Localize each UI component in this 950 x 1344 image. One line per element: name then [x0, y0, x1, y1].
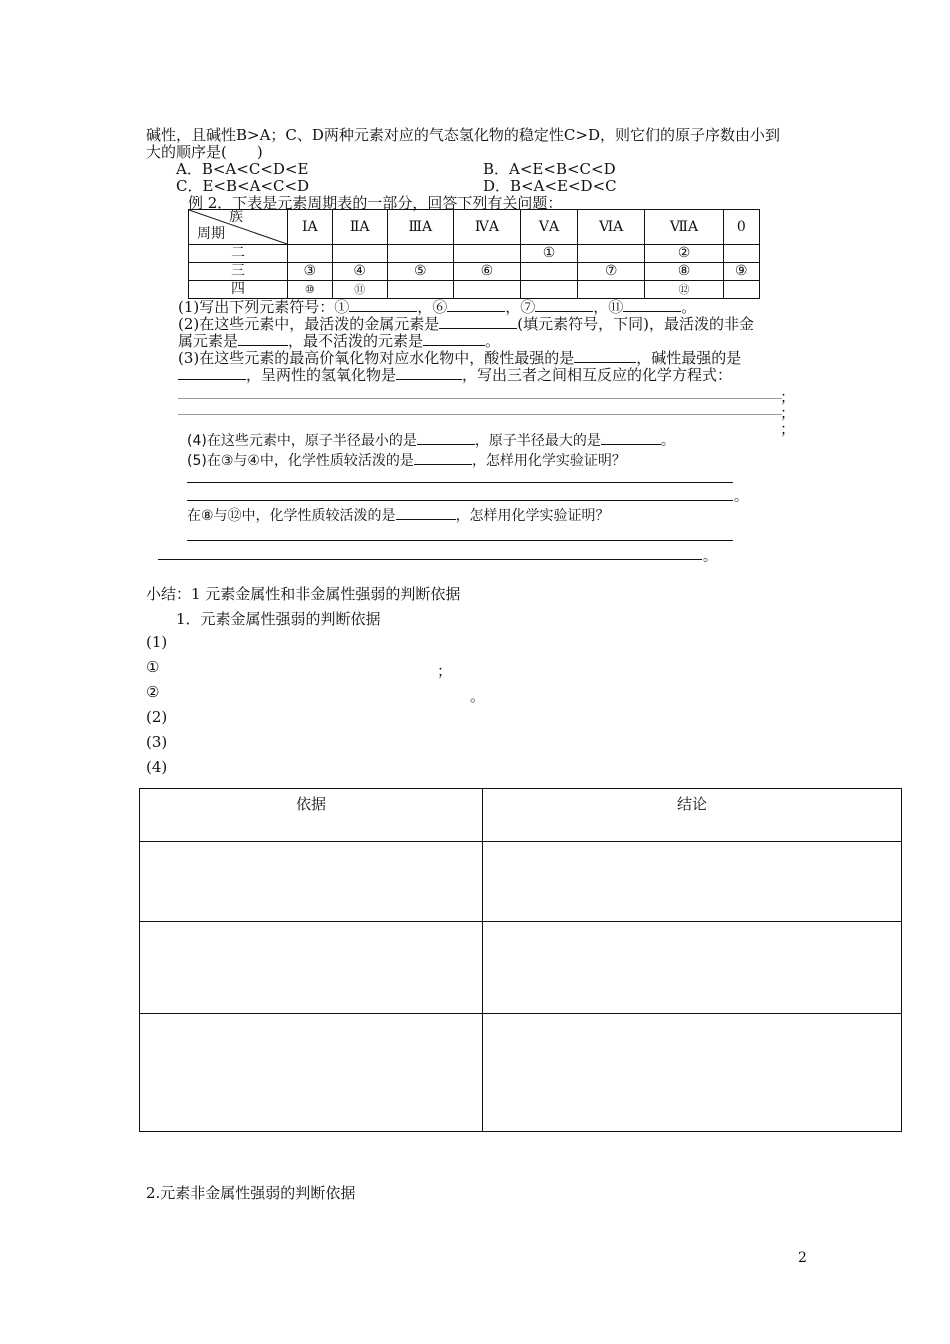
table-row	[140, 1014, 902, 1132]
semicolon: ；	[780, 404, 796, 422]
item-2: (2)	[146, 708, 168, 726]
period-mark: 。	[734, 489, 748, 505]
answer-blank[interactable]	[178, 378, 246, 380]
element-cell: ⑤	[387, 263, 453, 281]
element-cell	[288, 245, 333, 263]
example2-title: 例 2．下表是元素周期表的一部分，回答下列有关问题：	[188, 194, 563, 212]
item-1-b: ②	[146, 683, 160, 701]
semicolon: ；	[780, 420, 796, 438]
item-4: (4)	[146, 758, 168, 776]
q1-option-c: C．E<B<A<C<D	[176, 177, 310, 195]
group-header: ⅦA	[645, 210, 723, 245]
element-cell: ③	[288, 263, 333, 281]
group-header: ⅡA	[332, 210, 387, 245]
item-1: (1)	[146, 633, 168, 651]
element-cell: ⑩	[288, 281, 333, 299]
table-row	[189, 245, 760, 263]
answer-line[interactable]	[187, 500, 733, 501]
element-cell: ①	[521, 245, 578, 263]
answer-blank[interactable]	[238, 344, 288, 346]
table-row	[189, 263, 760, 281]
conclusion-cell[interactable]	[483, 1014, 902, 1132]
element-cell	[521, 263, 578, 281]
equation-line[interactable]	[178, 398, 782, 399]
answer-blank[interactable]	[601, 443, 661, 445]
question-2-line1: (2)在这些元素中，最活泼的金属元素是 (填元素符号，下同)，最活泼的非金	[178, 315, 754, 333]
element-cell: ⑪	[332, 281, 387, 299]
question-1: (1)写出下列元素符号：① ，⑥ ，⑦ ，⑪ 。	[178, 298, 697, 316]
table-row	[140, 842, 902, 922]
answer-blank[interactable]	[417, 443, 475, 445]
item-1-a-end: ；	[437, 662, 453, 680]
answer-blank[interactable]	[396, 518, 456, 520]
item-3: (3)	[146, 733, 168, 751]
basis-conclusion-table	[139, 788, 902, 1132]
element-cell: ⑦	[577, 263, 645, 281]
answer-blank[interactable]	[535, 310, 593, 312]
q1-option-b: B．A<E<B<C<D	[483, 160, 616, 178]
answer-blank[interactable]	[396, 378, 462, 380]
conclusion-cell[interactable]	[483, 922, 902, 1014]
group-header: ⅣA	[453, 210, 520, 245]
question-2-line2: 属元素是 ，最不活泼的元素是 。	[178, 332, 501, 350]
group-header: ⅠA	[288, 210, 333, 245]
q1-option-d: D．B<A<E<D<C	[483, 177, 617, 195]
element-cell: ②	[645, 245, 723, 263]
element-cell	[453, 245, 520, 263]
header-basis: 依据	[140, 789, 483, 842]
answer-blank[interactable]	[439, 327, 517, 329]
table-corner: 族 周期	[189, 210, 288, 245]
summary-title: 小结：1 元素金属性和非金属性强弱的判断依据	[146, 585, 461, 603]
element-cell: ④	[332, 263, 387, 281]
equation-line[interactable]	[178, 414, 782, 415]
answer-blank[interactable]	[423, 344, 485, 346]
period-label: 四	[189, 281, 288, 299]
item-1-a: ①	[146, 658, 160, 676]
question-5: (5)在③与④中，化学性质较活泼的是 ，怎样用化学实验证明？	[187, 453, 626, 469]
question-3-line2: ，呈两性的氢氧化物是 ，写出三者之间相互反应的化学方程式：	[178, 364, 732, 385]
question-3-line1: (3)在这些元素的最高价氧化物对应水化物中，酸性最强的是 ，碱性最强的是	[178, 349, 742, 367]
semicolon: ；	[780, 388, 796, 406]
answer-line[interactable]	[187, 540, 733, 541]
summary-sub1: 1．元素金属性强弱的判断依据	[176, 610, 381, 628]
group-header: ⅢA	[387, 210, 453, 245]
basis-cell[interactable]	[140, 1014, 483, 1132]
item-1-b-end: 。	[470, 687, 486, 705]
q1-option-a: A．B<A<C<D<E	[176, 160, 309, 178]
summary-sub2: 2.元素非金属性强弱的判断依据	[146, 1184, 356, 1202]
element-cell	[332, 245, 387, 263]
element-cell: ⑧	[645, 263, 723, 281]
element-cell	[387, 245, 453, 263]
element-cell: ⑥	[453, 263, 520, 281]
answer-blank[interactable]	[447, 310, 505, 312]
period-mark: 。	[703, 549, 717, 565]
answer-line[interactable]	[158, 559, 702, 560]
element-cell: ⑫	[645, 281, 723, 299]
basis-cell[interactable]	[140, 922, 483, 1014]
table-row	[140, 922, 902, 1014]
question-4: (4)在这些元素中，原子半径最小的是 ，原子半径最大的是 。	[187, 433, 675, 449]
q1-line1: 碱性，且碱性B>A；C、D两种元素对应的气态氢化物的稳定性C>D，则它们的原子序数由小到	[146, 126, 781, 144]
answer-blank[interactable]	[349, 310, 417, 312]
period-label: 二	[189, 245, 288, 263]
answer-blank[interactable]	[623, 310, 681, 312]
conclusion-cell[interactable]	[483, 842, 902, 922]
answer-blank[interactable]	[414, 463, 472, 465]
group-header: ⅤA	[521, 210, 578, 245]
element-cell	[577, 245, 645, 263]
header-conclusion: 结论	[483, 789, 902, 842]
periodic-table	[188, 209, 760, 299]
period-label: 三	[189, 263, 288, 281]
answer-line[interactable]	[187, 482, 733, 483]
page-number: 2	[798, 1250, 807, 1266]
basis-cell[interactable]	[140, 842, 483, 922]
element-cell	[723, 281, 759, 299]
group-header: ⅥA	[577, 210, 645, 245]
element-cell: ⑨	[723, 263, 759, 281]
q1-line2: 大的顺序是( )	[146, 143, 263, 161]
question-6: 在⑧与⑫中，化学性质较活泼的是 ，怎样用化学实验证明？	[187, 508, 610, 524]
group-header: 0	[723, 210, 759, 245]
element-cell	[723, 245, 759, 263]
answer-blank[interactable]	[574, 361, 636, 363]
